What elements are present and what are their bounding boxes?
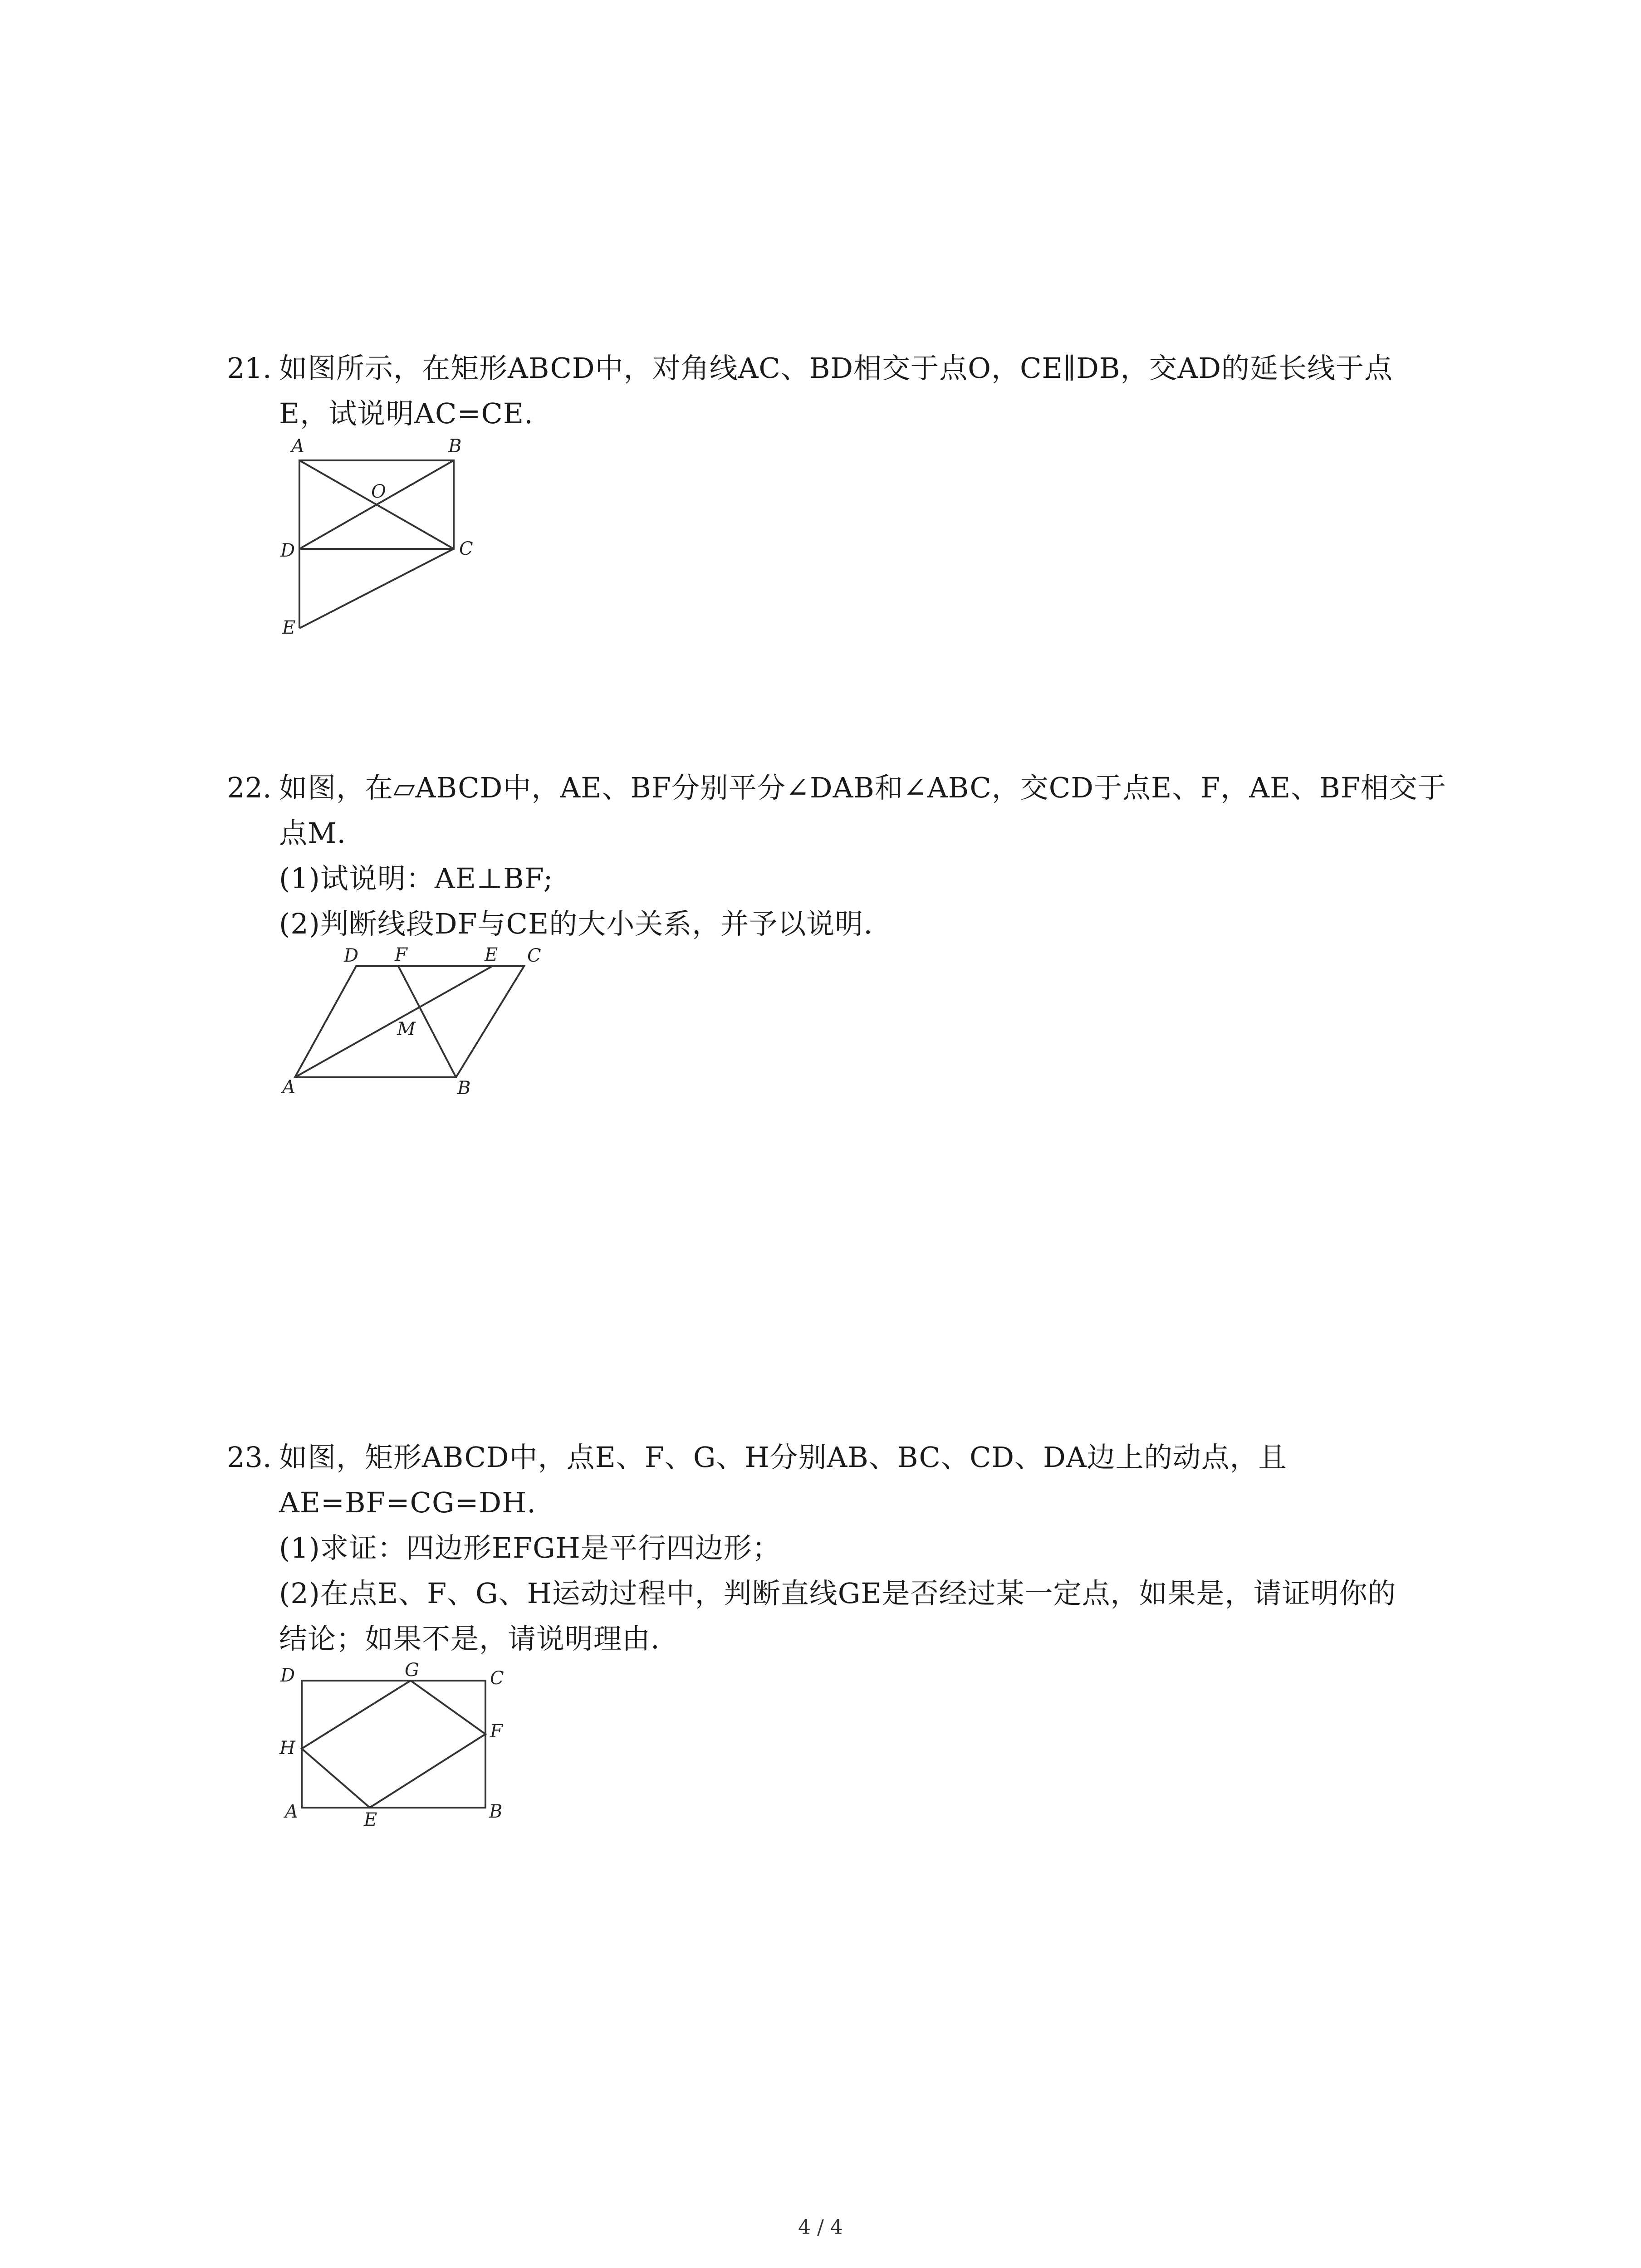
label-b: B — [489, 1801, 503, 1822]
problem-22-figure — [272, 944, 563, 1102]
label-m: M — [397, 1019, 416, 1040]
label-b: B — [448, 436, 462, 457]
problem-23-line-4: (2)在点E、F、G、H运动过程中，判断直线GE是否经过某一定点，如果是，请证明你的 — [279, 1577, 1396, 1610]
problem-23-line-2: AE=BF=CG=DH. — [279, 1486, 536, 1519]
label-c: C — [490, 1668, 504, 1689]
label-a: A — [291, 436, 304, 457]
problem-21-figure — [272, 438, 508, 646]
problem-22-line-3: (1)试说明：AE⊥BF; — [279, 862, 554, 895]
label-a: A — [285, 1801, 298, 1822]
problem-22-number: 22. — [227, 771, 272, 804]
page-number: 4 / 4 — [798, 2216, 843, 2239]
problem-21-number: 21. — [227, 352, 272, 385]
problem-23-number: 23. — [227, 1441, 272, 1474]
problem-21-line-1: 如图所示，在矩形ABCD中，对角线AC、BD相交于点O，CE∥DB，交AD的延长线于点 — [279, 352, 1393, 385]
rectangle-abcd — [302, 1681, 485, 1808]
label-g: G — [405, 1660, 419, 1681]
problem-22-line-1: 如图，在▱ABCD中，AE、BF分别平分∠DAB和∠ABC，交CD于点E、F，AE、BF相交于 — [279, 771, 1446, 804]
label-c: C — [459, 538, 473, 559]
problem-22-line-4: (2)判断线段DF与CE的大小关系，并予以说明. — [279, 907, 873, 940]
label-a: A — [282, 1077, 295, 1098]
label-d: D — [280, 540, 295, 561]
label-f: F — [395, 944, 407, 965]
problem-23-figure — [272, 1662, 526, 1835]
problem-23-line-3: (1)求证：四边形EFGH是平行四边形； — [279, 1531, 781, 1564]
label-b: B — [457, 1078, 471, 1099]
label-e: E — [485, 944, 498, 965]
segment-ce — [299, 549, 454, 628]
problem-23-line-5: 结论；如果不是，请说明理由. — [279, 1622, 660, 1655]
label-d: D — [280, 1665, 295, 1686]
problem-23-line-1: 如图，矩形ABCD中，点E、F、G、H分别AB、BC、CD、DA边上的动点，且 — [279, 1441, 1287, 1474]
label-e: E — [364, 1809, 377, 1830]
label-o: O — [371, 481, 386, 502]
label-f: F — [490, 1721, 503, 1742]
problem-21-line-2: E，试说明AC=CE. — [279, 397, 534, 430]
label-h: H — [279, 1738, 295, 1759]
quadrilateral-efgh — [302, 1681, 485, 1808]
label-e: E — [282, 617, 296, 638]
problem-22-line-2: 点M. — [279, 816, 347, 850]
label-d: D — [344, 945, 359, 966]
label-c: C — [527, 945, 541, 966]
